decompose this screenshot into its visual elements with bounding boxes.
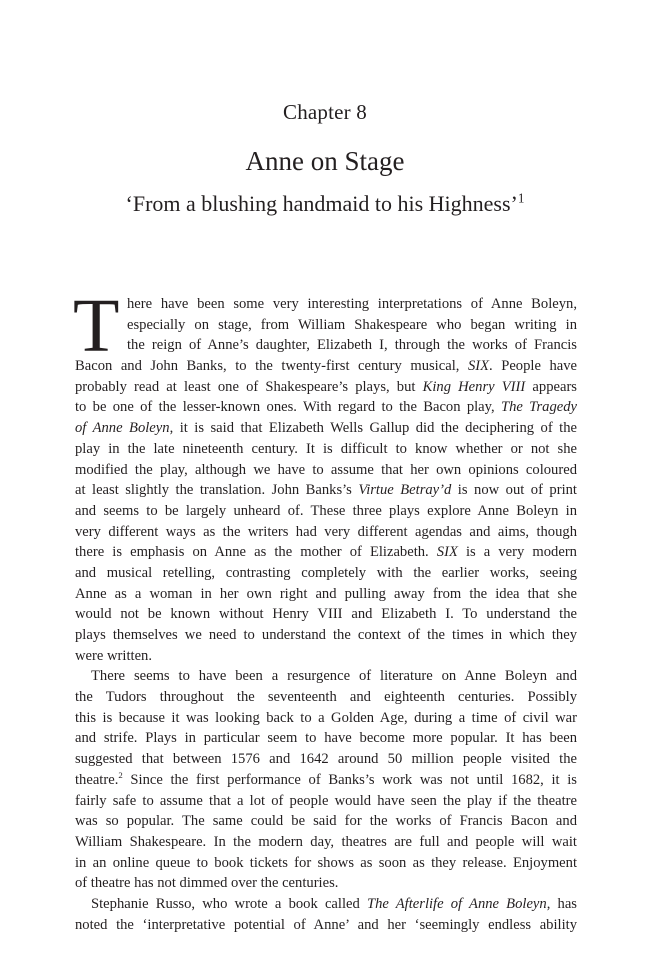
italic-title: Virtue Betray’d bbox=[358, 482, 452, 499]
text-line bbox=[75, 915, 577, 936]
text-run: theatre. bbox=[75, 771, 119, 788]
text-line bbox=[75, 522, 577, 543]
italic-title: The Tragedy bbox=[500, 399, 577, 416]
text-run: there is emphasis on Anne as the mother of Elizabeth. bbox=[75, 544, 437, 561]
text-line bbox=[75, 832, 577, 853]
text-line bbox=[75, 646, 577, 667]
text-run: this is because it was looking back to a Golden Age, during a time of civil war bbox=[75, 709, 577, 726]
text-line bbox=[75, 728, 577, 749]
text-line bbox=[75, 460, 577, 481]
text-run: Bacon and John Banks, to the twenty-first century musical, bbox=[75, 358, 468, 375]
body-text bbox=[73, 284, 577, 935]
text-line bbox=[75, 377, 577, 398]
drop-cap: T bbox=[73, 284, 120, 368]
text-run: Anne as a woman in her own right and pulling away from the idea that she bbox=[75, 585, 577, 602]
text-run: suggested that between 1576 and 1642 around 50 million people visited the bbox=[75, 751, 577, 768]
italic-title: King Henry VIII bbox=[422, 378, 526, 395]
text-line bbox=[75, 625, 577, 646]
text-run: the reign of Anne’s daughter, Elizabeth I, through the works of Francis bbox=[127, 337, 577, 354]
text-run: was so popular. The same could be said for the works of Francis Bacon and bbox=[75, 813, 577, 830]
text-run: especially on stage, from William Shakespeare who began writing in bbox=[127, 316, 577, 333]
text-run: very different ways as the writers had very different agendas and aims, though bbox=[75, 523, 577, 540]
text-line bbox=[75, 894, 577, 915]
text-run: the Tudors throughout the seventeenth and eighteenth centuries. Possibly bbox=[75, 689, 577, 706]
text-line bbox=[75, 501, 577, 522]
text-run: , it is said that Elizabeth Wells Gallup did the deciphering of the bbox=[169, 420, 577, 437]
text-run: play in the late nineteenth century. It is difficult to know whether or not she bbox=[75, 440, 577, 457]
text-run: modified the play, although we have to assume that her own opinions coloured bbox=[75, 461, 577, 478]
text-run: were written. bbox=[75, 647, 152, 664]
text-line bbox=[75, 604, 577, 625]
text-line bbox=[75, 542, 577, 563]
text-line bbox=[75, 749, 577, 770]
chapter-subtitle-text: ‘From a blushing handmaid to his Highness’ bbox=[125, 191, 518, 216]
italic-title: SIX bbox=[467, 358, 490, 375]
text-run: at least slightly the translation. John Banks’s bbox=[75, 482, 359, 499]
text-line bbox=[75, 563, 577, 584]
text-run: and strife. Plays in particular seem to have become more popular. It has been bbox=[75, 730, 577, 747]
text-run: , has bbox=[546, 895, 577, 912]
text-run: Since the first performance of Banks’s work was not until 1682, it is bbox=[122, 771, 577, 788]
text-run: probably read at least one of Shakespeare’s plays, but bbox=[75, 378, 423, 395]
text-line bbox=[75, 811, 577, 832]
italic-title: of Anne Boleyn bbox=[75, 420, 170, 437]
text-line bbox=[75, 335, 577, 356]
text-run: There seems to have been a resurgence of literature on Anne Boleyn and bbox=[91, 668, 577, 685]
text-line bbox=[75, 418, 577, 439]
text-line bbox=[75, 770, 577, 791]
text-run: here have been some very interesting interpretations of Anne Boleyn, bbox=[127, 296, 577, 312]
text-line bbox=[75, 873, 577, 894]
text-run: fairly safe to assume that a lot of people would have seen the play if the theatre bbox=[75, 792, 577, 809]
italic-title: SIX bbox=[436, 544, 458, 561]
text-run: plays themselves we need to understand the context of the times in which they bbox=[75, 627, 577, 643]
text-run: of theatre has not dimmed over the centuries. bbox=[75, 875, 339, 892]
text-run: and musical retelling, contrasting completely with the earlier works, seeing bbox=[75, 564, 577, 581]
text-run: is a very modern bbox=[457, 544, 577, 561]
text-run: Stephanie Russo, who wrote a book called bbox=[91, 895, 367, 912]
text-run: in an online queue to book tickets for shows as soon as they release. Enjoyment bbox=[75, 854, 577, 871]
text-line bbox=[75, 708, 577, 729]
text-line bbox=[75, 687, 577, 708]
text-run: and seems to be largely unheard of. These three plays explore Anne Boleyn in bbox=[75, 502, 577, 519]
text-line bbox=[75, 666, 577, 687]
text-run: . People have bbox=[489, 358, 577, 375]
chapter-title: Anne on Stage bbox=[245, 146, 405, 176]
text-line bbox=[75, 294, 577, 315]
chapter-number: Chapter 8 bbox=[282, 100, 368, 124]
italic-title: The Afterlife of Anne Boleyn bbox=[366, 895, 547, 912]
text-run: William Shakespeare. In the modern day, theatres are full and people will wait bbox=[75, 833, 577, 850]
footnote-marker: 2 bbox=[118, 769, 123, 780]
text-line bbox=[75, 315, 577, 336]
text-line bbox=[75, 584, 577, 605]
text-run: would not be known without Henry VIII and Elizabeth I. To understand the bbox=[75, 606, 577, 623]
text-line bbox=[75, 791, 577, 812]
text-run: noted the ‘interpretative potential of Anne’ and her ‘seemingly endless ability bbox=[75, 916, 577, 933]
chapter-subtitle bbox=[0, 190, 650, 218]
text-line bbox=[75, 439, 577, 460]
text-line bbox=[75, 853, 577, 874]
text-run: appears bbox=[525, 378, 577, 395]
text-line bbox=[75, 356, 577, 377]
text-line bbox=[75, 480, 577, 501]
text-run: to be one of the lesser-known ones. With regard to the Bacon play, bbox=[75, 399, 501, 416]
text-line bbox=[75, 397, 577, 418]
footnote-marker: 1 bbox=[517, 190, 525, 206]
text-run: is now out of print bbox=[451, 482, 577, 499]
